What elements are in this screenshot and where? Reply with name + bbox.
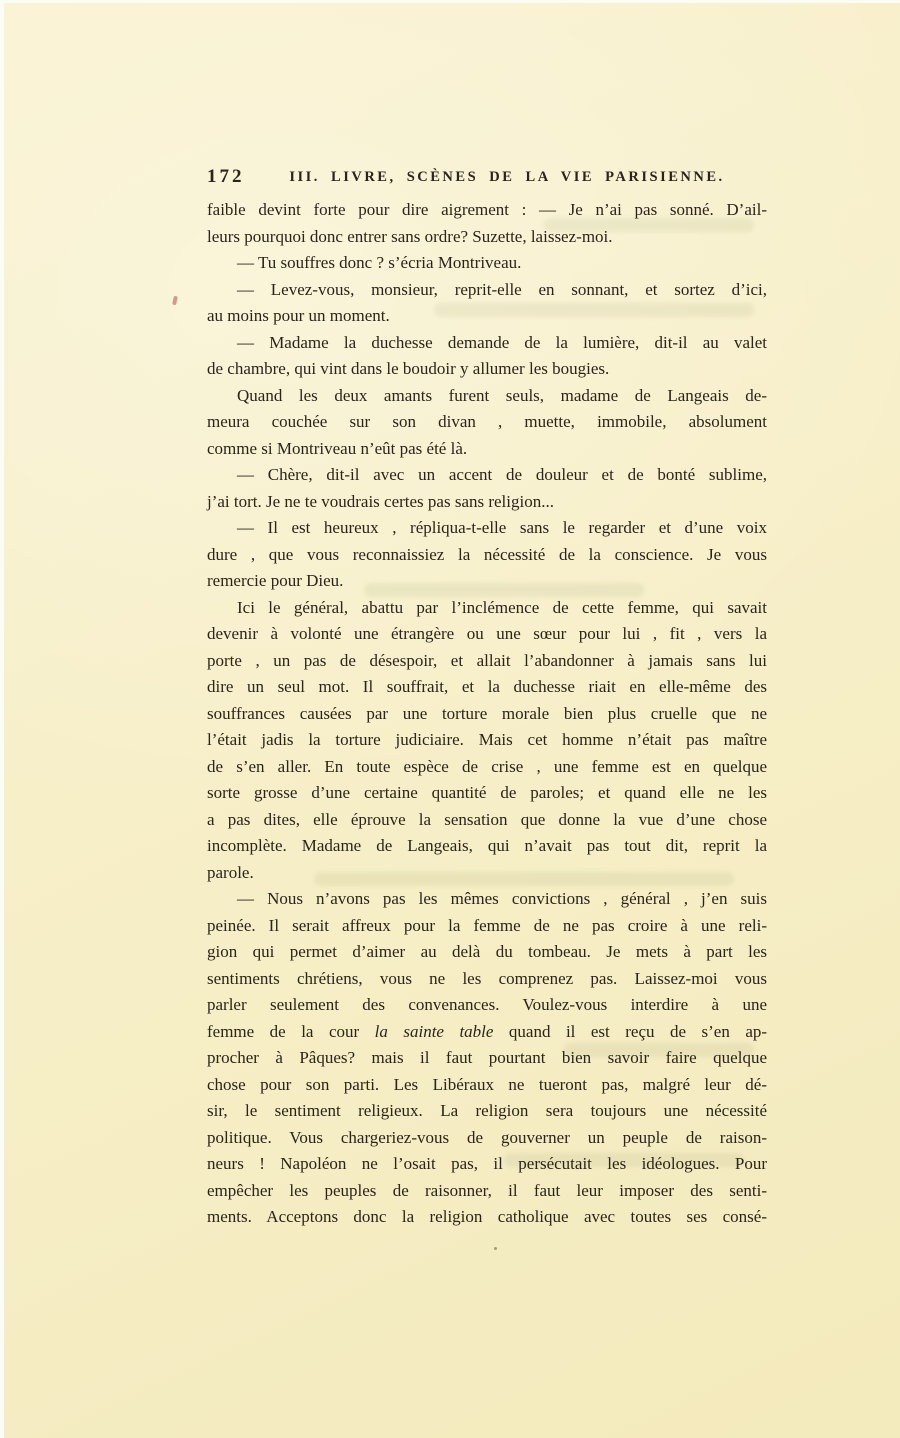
- text-line: comme si Montriveau n’eût pas été là.: [207, 438, 468, 458]
- text-line: souffrances causées par une torture morale bien plus cruelle que ne: [207, 703, 767, 723]
- text-line: sorte grosse d’une certaine quantité de paroles; et quand elle ne les: [207, 783, 767, 802]
- text-line: faible devint forte pour dire aigrement : — Je n’ai pas sonné. D’ail-: [207, 200, 767, 219]
- text-line: — Levez-vous, monsieur, reprit-elle en sonnant, et sortez d’ici,: [237, 279, 767, 299]
- text-line: devenir à volonté une étrangère ou une sœur pour lui , fit , vers la: [207, 624, 767, 643]
- text-line: dure , que vous reconnaissiez la nécessité de la conscience. Je vous: [207, 544, 767, 564]
- text-line: — Chère, dit-il avec un accent de douleur et de bonté sublime,: [237, 465, 767, 484]
- paper-speck: [494, 1247, 497, 1250]
- text-line: j’ai tort. Je ne te voudrais certes pas sans religion...: [207, 491, 554, 511]
- text-line: chose pour son parti. Les Libéraux ne tueront pas, malgré leur dé-: [207, 1074, 767, 1094]
- text-line: au moins pour un moment.: [207, 306, 390, 325]
- italic-phrase: la sainte table: [374, 1021, 494, 1041]
- text-line: incomplète. Madame de Langeais, qui n’avait pas tout dit, reprit la: [207, 836, 767, 855]
- text-line: remercie pour Dieu.: [207, 571, 344, 590]
- text-line: gion qui permet d’aimer au delà du tombeau. Je mets à part les: [207, 942, 767, 961]
- text-line: Quand les deux amants furent seuls, madame de Langeais de-: [237, 385, 767, 405]
- text-line: femme de la cour la sainte table quand il est reçu de s’en ap-: [207, 1021, 768, 1041]
- text-line: l’était jadis la torture judiciaire. Mais cet homme n’était pas maître: [207, 730, 767, 749]
- text-line: empêcher les peuples de raisonner, il faut leur imposer des senti-: [207, 1180, 767, 1200]
- text-line: — Il est heureux , répliqua-t-elle sans le regarder et d’une voix: [237, 518, 767, 537]
- text-line: procher à Pâques? mais il faut pourtant bien savoir faire quelque: [207, 1048, 767, 1067]
- text-line: politique. Vous chargeriez-vous de gouverner un peuple de raison-: [207, 1127, 767, 1147]
- text-line: de s’en aller. En toute espèce de crise , une femme est en quelque: [207, 756, 767, 776]
- text-line: de chambre, qui vint dans le boudoir y allumer les bougies.: [207, 359, 610, 378]
- text-line: Ici le général, abattu par l’inclémence de cette femme, qui savait: [237, 597, 767, 617]
- running-title: III. LIVRE, SCÈNES DE LA VIE PARISIENNE.: [289, 169, 725, 185]
- text-line: parole.: [207, 862, 254, 882]
- text-line: peinée. Il serait affreux pour la femme de ne pas croire à une reli-: [207, 915, 767, 935]
- text-line: meura couchée sur son divan , muette, immobile, absolument: [207, 412, 767, 431]
- text-line: sir, le sentiment religieux. La religion sera toujours une nécessité: [207, 1101, 767, 1120]
- text-line: sentiments chrétiens, vous ne les comprenez pas. Laissez-moi vous: [207, 968, 767, 988]
- text-line: porte , un pas de désespoir, et allait l’abandonner à jamais sans lui: [207, 650, 767, 670]
- text-line: — Nous n’avons pas les mêmes convictions , général , j’en suis: [237, 889, 767, 908]
- page-number: 172: [207, 166, 245, 187]
- paper-speck: [172, 296, 178, 306]
- text-line: — Madame la duchesse demande de la lumière, dit-il au valet: [237, 332, 767, 352]
- text-line: leurs pourquoi donc entrer sans ordre? Suzette, laissez-moi.: [207, 226, 613, 246]
- text-line: ments. Acceptons donc la religion catholique avec toutes ses consé-: [207, 1207, 767, 1226]
- text-line: — Tu souffres donc ? s’écria Montriveau.: [237, 253, 522, 272]
- text-block: [207, 197, 767, 1231]
- text-line: neurs ! Napoléon ne l’osait pas, il persécutait les idéologues. Pour: [207, 1154, 767, 1173]
- paper-surface: [4, 3, 900, 1438]
- page-header: [207, 166, 767, 192]
- text-line: parler seulement des convenances. Voulez-vous interdire à une: [207, 995, 767, 1014]
- text-line: a pas dites, elle éprouve la sensation que donne la vue d’une chose: [207, 809, 767, 829]
- text-line: dire un seul mot. Il souffrait, et la duchesse riait en elle-même des: [207, 677, 767, 696]
